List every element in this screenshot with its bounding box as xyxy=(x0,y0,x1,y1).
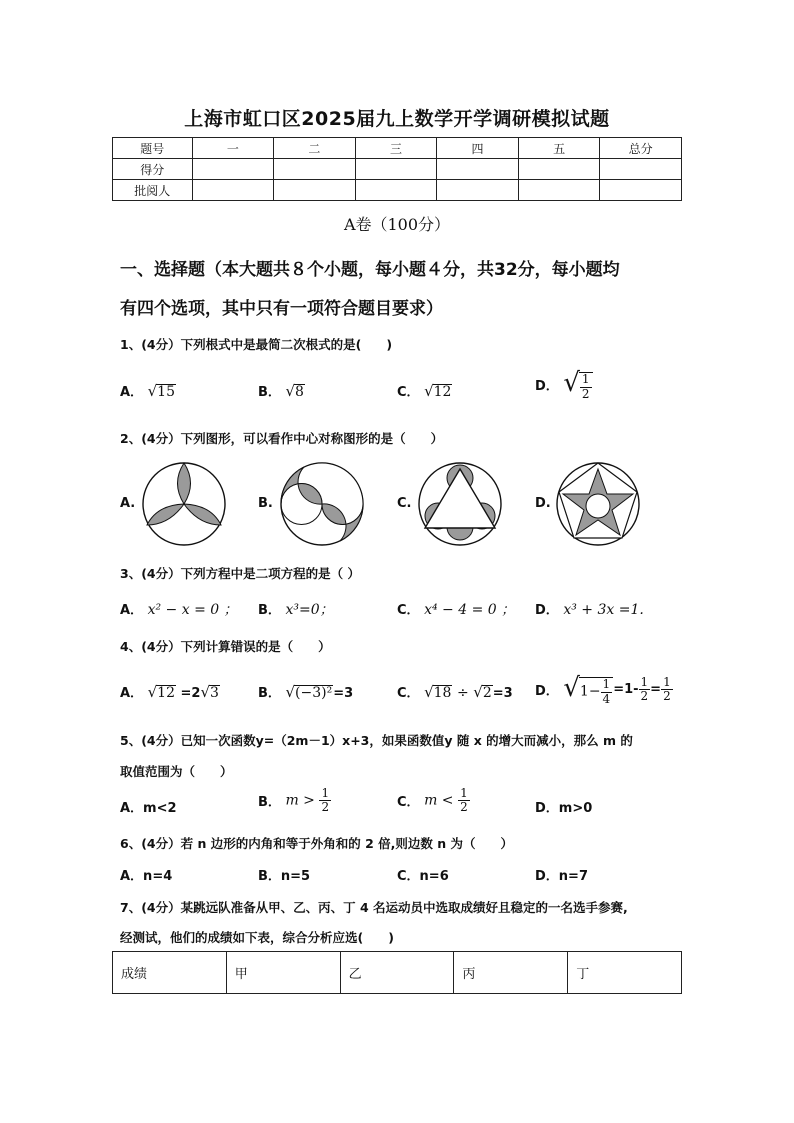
q2-option-a-label: A. xyxy=(120,496,136,511)
frac-denominator: 2 xyxy=(321,800,330,815)
table-cell xyxy=(518,180,600,201)
option-letter: A． xyxy=(120,603,144,618)
q5-option-a: A．m<2 xyxy=(120,801,177,816)
radicand: 3 xyxy=(210,685,219,701)
table-cell: 丁 xyxy=(568,952,682,994)
table-cell xyxy=(355,180,437,201)
expr-rest: =2 xyxy=(180,686,201,701)
expr-rest: =3 xyxy=(492,686,513,701)
expr-pre: m < xyxy=(424,792,454,809)
frac-numerator: 1 xyxy=(460,786,468,800)
table-cell: 甲 xyxy=(226,952,340,994)
frac-denominator: 2 xyxy=(640,688,649,703)
frac-numerator: 1 xyxy=(640,674,649,689)
table-cell xyxy=(518,159,600,180)
table-cell xyxy=(192,180,274,201)
expr-rest: =3 xyxy=(333,686,354,701)
q1-option-d: D． √ $\frac{1}{2}$ xyxy=(535,368,593,401)
table-cell: 乙 xyxy=(340,952,454,994)
q2-option-d-label: D. xyxy=(535,496,551,511)
radicand: 8 xyxy=(295,384,304,400)
table-cell xyxy=(600,159,682,180)
q6-option-b: B．n=5 xyxy=(258,869,311,884)
q3-option-c xyxy=(397,599,515,619)
option-letter: A． xyxy=(120,686,144,701)
table-cell: 总分 xyxy=(600,138,682,159)
q3-option-a xyxy=(120,599,238,619)
page-title: 上海市虹口区2025届九上数学开学调研模拟试题 xyxy=(184,108,610,130)
expr-eq: = xyxy=(650,681,662,697)
q1-option-c: C． √12 xyxy=(397,382,452,400)
frac-denominator: 2 xyxy=(581,386,590,401)
table-cell xyxy=(274,180,356,201)
question-7-stem-line2: 经测试，他们的成绩如下表，综合分析应选( ) xyxy=(120,930,394,945)
frac-denominator: 4 xyxy=(602,691,611,706)
figure-c-triangle xyxy=(417,461,503,547)
table-cell: 成绩 xyxy=(113,952,227,994)
q4-option-c: C． √18 ÷ √2=3 xyxy=(397,683,513,701)
q4-option-a: A． √12 =2√3 xyxy=(120,683,219,701)
figure-a-propeller xyxy=(141,461,227,547)
question-1-stem: 1、(4分）下列根式中是最简二次根式的是( ) xyxy=(120,337,393,352)
radicand: 2 xyxy=(482,685,492,701)
question-3-stem: 3、(4分）下列方程中是二项方程的是（ ） xyxy=(120,566,360,581)
table-cell xyxy=(600,180,682,201)
option-letter: C． xyxy=(397,686,420,701)
radicand: 18 xyxy=(433,685,452,701)
table-row xyxy=(113,952,682,994)
equation: x³=0； xyxy=(285,602,334,618)
table-cell xyxy=(437,180,519,201)
q2-option-c-label: C. xyxy=(397,496,412,511)
option-letter: B． xyxy=(258,385,281,400)
equation: x³ + 3x =1. xyxy=(563,602,644,618)
radicand: 12 xyxy=(157,685,175,701)
q2-option-b-label: B. xyxy=(258,496,273,511)
table-cell: 一 xyxy=(192,138,274,159)
radicand: (−3)² xyxy=(295,685,333,701)
q5-option-b xyxy=(258,787,331,814)
q5-option-c xyxy=(397,787,470,814)
equation: x² − x = 0 ； xyxy=(147,602,238,618)
figure-d-pentagon-flower xyxy=(555,461,641,547)
q3-option-d xyxy=(535,599,644,618)
table-cell: 五 xyxy=(518,138,600,159)
question-5-stem-line1: 5、(4分）已知一次函数y=（2m－1）x+3，如果函数值y 随 x 的增大而减小，那么 m 的 xyxy=(120,733,633,748)
option-letter: C． xyxy=(397,385,420,400)
frac-numerator: 1 xyxy=(663,674,671,689)
expr-pre: m > xyxy=(285,792,315,809)
section-heading-line2: 有四个选项，其中只有一项符合题目要求） xyxy=(120,299,443,319)
operator: ÷ xyxy=(457,685,469,701)
q1-option-b: B． √8 xyxy=(258,382,304,400)
option-letter: D． xyxy=(535,683,559,699)
table-row xyxy=(113,138,682,159)
expr-eq: =1- xyxy=(613,681,639,697)
question-6-stem: 6、(4分）若 n 边形的内角和等于外角和的 2 倍,则边数 n 为（ ） xyxy=(120,836,513,851)
frac-numerator: 1 xyxy=(581,372,590,387)
option-letter: B． xyxy=(258,795,281,811)
frac-numerator: 1 xyxy=(321,786,330,800)
table-cell: 批阅人 xyxy=(113,180,193,201)
table-cell: 三 xyxy=(355,138,437,159)
figure-b-swirl xyxy=(279,461,365,547)
option-letter: B． xyxy=(258,686,281,701)
option-letter: C． xyxy=(397,603,420,618)
performance-table xyxy=(112,951,682,994)
section-heading-line1: 一、选择题（本大题共８个小题，每小题４分，共32分，每小题均 xyxy=(120,260,620,280)
frac-denominator: 2 xyxy=(663,688,671,703)
radicand: 12 xyxy=(433,384,452,400)
radicand: 15 xyxy=(157,384,175,400)
q1-option-a: A． √15 xyxy=(120,382,175,400)
table-cell xyxy=(274,159,356,180)
option-letter: C． xyxy=(397,795,420,811)
q6-option-a: A．n=4 xyxy=(120,869,173,884)
question-5-stem-line2: 取值范围为（ ） xyxy=(120,764,233,779)
table-cell: 得分 xyxy=(113,159,193,180)
option-letter: A． xyxy=(120,385,144,400)
question-4-stem: 4、(4分）下列计算错误的是（ ） xyxy=(120,639,331,654)
equation: x⁴ − 4 = 0 ； xyxy=(424,602,516,618)
option-letter: B． xyxy=(258,603,281,618)
q5-option-d: D．m>0 xyxy=(535,801,593,816)
score-table xyxy=(112,137,682,201)
table-cell: 题号 xyxy=(113,138,193,159)
frac-numerator: 1 xyxy=(602,677,611,692)
option-letter: D． xyxy=(535,603,559,618)
option-letter: D． xyxy=(535,378,559,394)
q3-option-b xyxy=(258,599,334,619)
q6-option-d: D．n=7 xyxy=(535,869,588,884)
table-cell: 四 xyxy=(437,138,519,159)
q4-option-b: B． √(−3)²=3 xyxy=(258,683,354,701)
question-7-stem-line1: 7、(4分）某跳远队准备从甲、乙、丙、丁 4 名运动员中选取成绩好且稳定的一名选手参赛, xyxy=(120,900,628,915)
frac-denominator: 2 xyxy=(460,800,468,815)
table-row xyxy=(113,159,682,180)
expr-pre: 1− xyxy=(579,683,601,700)
q6-option-c: C．n=6 xyxy=(397,869,449,884)
table-cell: 二 xyxy=(274,138,356,159)
question-2-stem: 2、(4分）下列图形，可以看作中心对称图形的是（ ） xyxy=(120,431,444,446)
section-subtitle: A卷（100分） xyxy=(343,215,451,234)
table-cell xyxy=(192,159,274,180)
table-cell xyxy=(437,159,519,180)
table-cell: 丙 xyxy=(454,952,568,994)
table-cell xyxy=(355,159,437,180)
table-row xyxy=(113,180,682,201)
q4-option-d: D． √1− $\frac{1}{4}$ =1- $\frac{1}{2}$ = $\frac{1}{2}$ xyxy=(535,673,671,706)
